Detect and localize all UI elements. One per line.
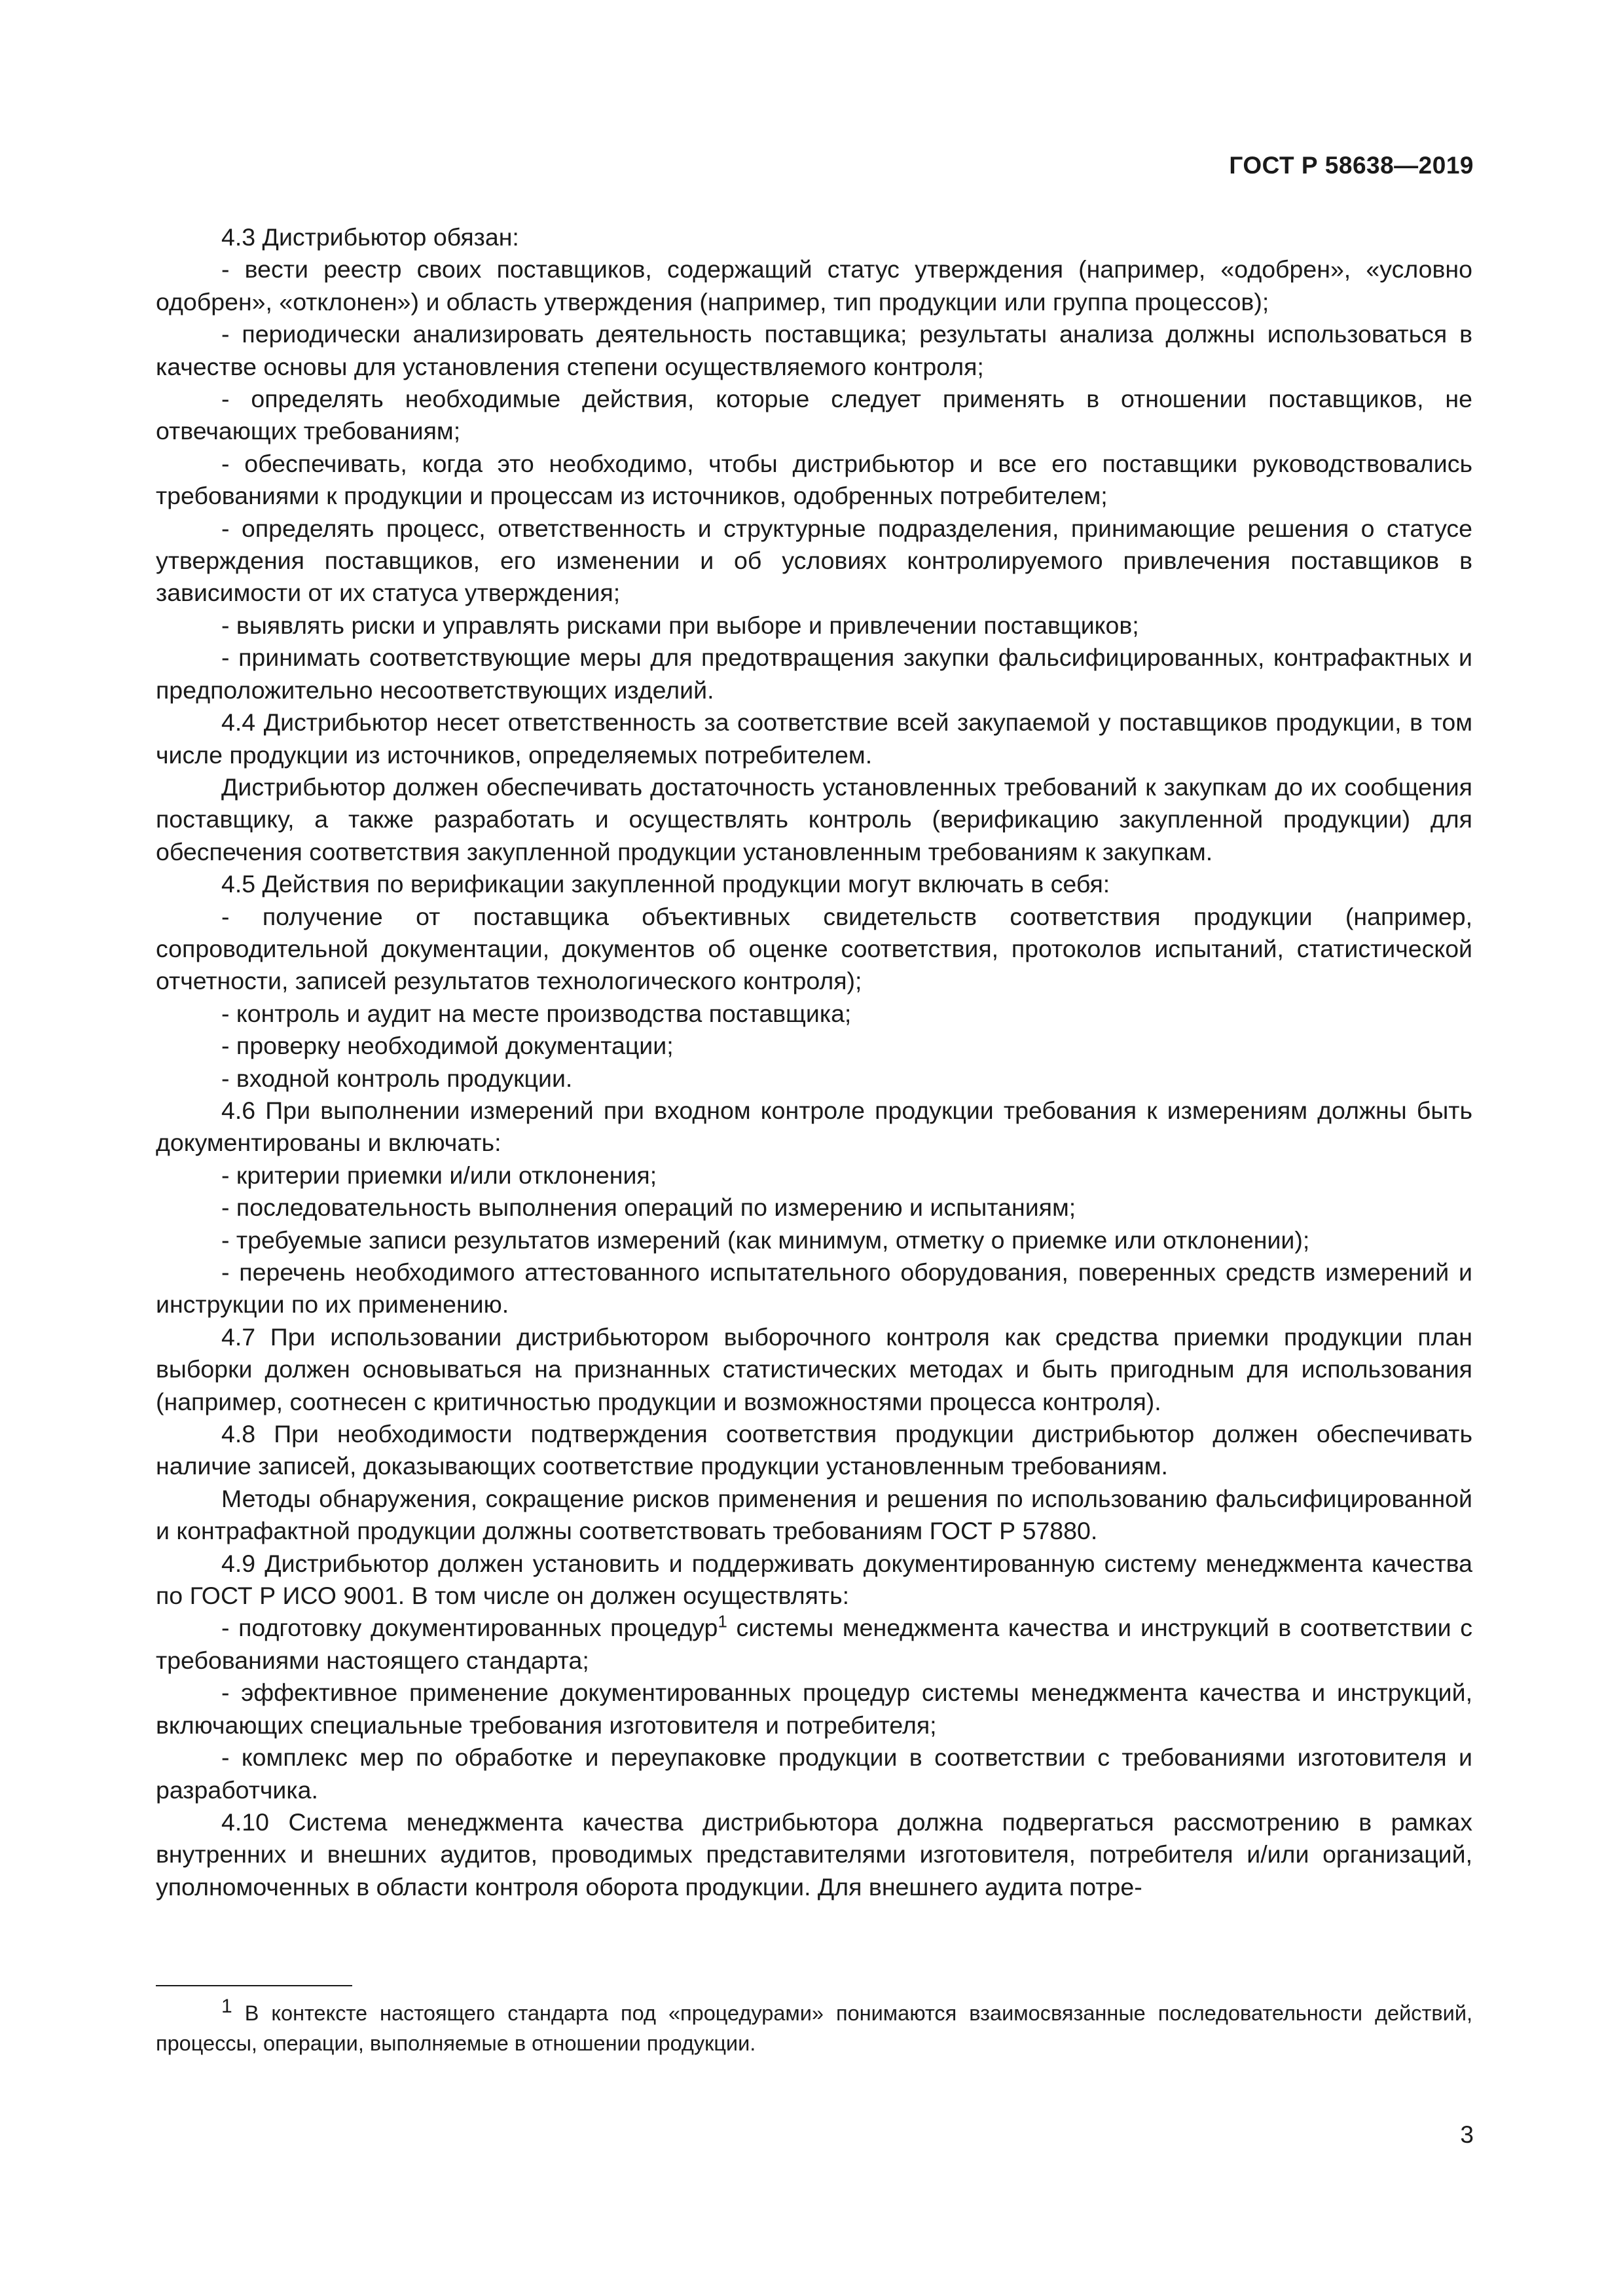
paragraph: - выявлять риски и управлять рисками при выборе и привлечении поставщиков; bbox=[221, 611, 1139, 639]
paragraph: - критерии приемки и/или отклонения; bbox=[221, 1161, 657, 1189]
document-body bbox=[156, 221, 1472, 1903]
paragraph: 4.10 Система менеджмента качества дистрибьютора должна подвергаться рассмотрению в рамках внутренних и внешних аудитов, проводимых представителями изготовителя, потребителя и/или организаций, уполномоченных в области контроля оборота продукции. Для внешнего аудита потре- bbox=[156, 1808, 1472, 1901]
paragraph: - последовательность выполнения операций по измерению и испытаниям; bbox=[221, 1194, 1076, 1222]
paragraph: - комплекс мер по обработке и переупаковке продукции в соответствии с требованиями изготовителя и разработчика. bbox=[156, 1743, 1472, 1804]
footnote bbox=[156, 1995, 1472, 2058]
paragraph: - контроль и аудит на месте производства поставщика; bbox=[221, 999, 852, 1027]
paragraph: - вести реестр своих поставщиков, содержащий статус утверждения (например, «одобрен», «условно одобрен», «отклонен») и область утверждения (например, тип продукции или группа процессов); bbox=[156, 255, 1472, 316]
paragraph: Дистрибьютор должен обеспечивать достаточность установленных требований к закупкам до их сообщения поставщику, а также разработать и осуществлять контроль (верификацию закупленной продукции) для обеспечения соответствия закупленной продукции установленным требованиям к закупкам. bbox=[156, 773, 1472, 866]
paragraph: - определять необходимые действия, которые следует применять в отношении поставщиков, не отвечающих требованиям; bbox=[156, 385, 1472, 445]
paragraph: - принимать соответствующие меры для предотвращения закупки фальсифицированных, контрафактных и предположительно несоответствующих изделий. bbox=[156, 644, 1472, 704]
paragraph-with-footnote-ref bbox=[156, 1612, 1472, 1677]
paragraph: - обеспечивать, когда это необходимо, чтобы дистрибьютор и все его поставщики руководствовались требованиями к продукции и процессам из источников, одобренных потребителем; bbox=[156, 449, 1472, 510]
paragraph: 4.7 При использовании дистрибьютором выборочного контроля как средства приемки продукции план выборки должен основываться на признанных статистических методах и быть пригодным для использования (например, соотнесен с критичностью продукции и возможностями процесса контроля). bbox=[156, 1322, 1472, 1415]
paragraph: 4.9 Дистрибьютор должен установить и поддерживать документированную систему менеджмента качества по ГОСТ Р ИСО 9001. В том числе он должен осуществлять: bbox=[156, 1549, 1472, 1610]
paragraph-text: - подготовку документированных процедур bbox=[221, 1614, 718, 1642]
page-number: 3 bbox=[1460, 2121, 1474, 2148]
paragraph: - периодически анализировать деятельность поставщика; результаты анализа должны использоваться в качестве основы для установления степени осуществляемого контроля; bbox=[156, 320, 1472, 380]
paragraph: 4.5 Действия по верификации закупленной продукции могут включать в себя: bbox=[221, 870, 1110, 898]
paragraph-text: системы менеджмента качества и инструкций в соответствии с требованиями настоящего стандарта; bbox=[156, 1614, 1472, 1674]
footnote-body: В контексте настоящего стандарта под «процедурами» понимаются взаимосвязанные последовательности действий, процессы, операции, выполняемые в отношении продукции. bbox=[156, 2001, 1472, 2055]
paragraph: - эффективное применение документированных процедур системы менеджмента качества и инструкций, включающих специальные требования изготовителя и потребителя; bbox=[156, 1679, 1472, 1739]
document-header: ГОСТ Р 58638—2019 bbox=[1229, 152, 1474, 179]
paragraph: - определять процесс, ответственность и структурные подразделения, принимающие решения о статусе утверждения поставщиков, его изменении и об условиях контролируемого привлечения поставщиков в зависимости от их статуса утверждения; bbox=[156, 514, 1472, 607]
paragraph: 4.4 Дистрибьютор несет ответственность за соответствие всей закупаемой у поставщиков продукции, в том числе продукции из источников, определяемых потребителем. bbox=[156, 708, 1472, 769]
paragraph: 4.3 Дистрибьютор обязан: bbox=[221, 223, 519, 251]
paragraph: - получение от поставщика объективных свидетельств соответствия продукции (например, сопроводительной документации, документов об оценке соответствия, протоколов испытаний, статистической отчетности, записей результатов технологического контроля); bbox=[156, 902, 1472, 995]
footnote-marker: 1 bbox=[221, 1995, 232, 2018]
paragraph: 4.8 При необходимости подтверждения соответствия продукции дистрибьютор должен обеспечивать наличие записей, доказывающих соответствие продукции установленным требованиям. bbox=[156, 1420, 1472, 1480]
footnote-separator bbox=[156, 1985, 352, 1986]
footnote-text bbox=[156, 1995, 1472, 2058]
paragraph: - входной контроль продукции. bbox=[221, 1064, 573, 1092]
paragraph: 4.6 При выполнении измерений при входном контроле продукции требования к измерениям должны быть документированы и включать: bbox=[156, 1096, 1472, 1157]
paragraph: Методы обнаружения, сокращение рисков применения и решения по использованию фальсифицированной и контрафактной продукции должны соответствовать требованиям ГОСТ Р 57880. bbox=[156, 1484, 1472, 1545]
footnote-reference[interactable]: 1 bbox=[718, 1611, 727, 1631]
paragraph: - перечень необходимого аттестованного испытательного оборудования, поверенных средств измерений и инструкции по их применению. bbox=[156, 1258, 1472, 1319]
paragraph: - проверку необходимой документации; bbox=[221, 1032, 674, 1060]
paragraph: - требуемые записи результатов измерений (как минимум, отметку о приемке или отклонении); bbox=[221, 1226, 1310, 1254]
